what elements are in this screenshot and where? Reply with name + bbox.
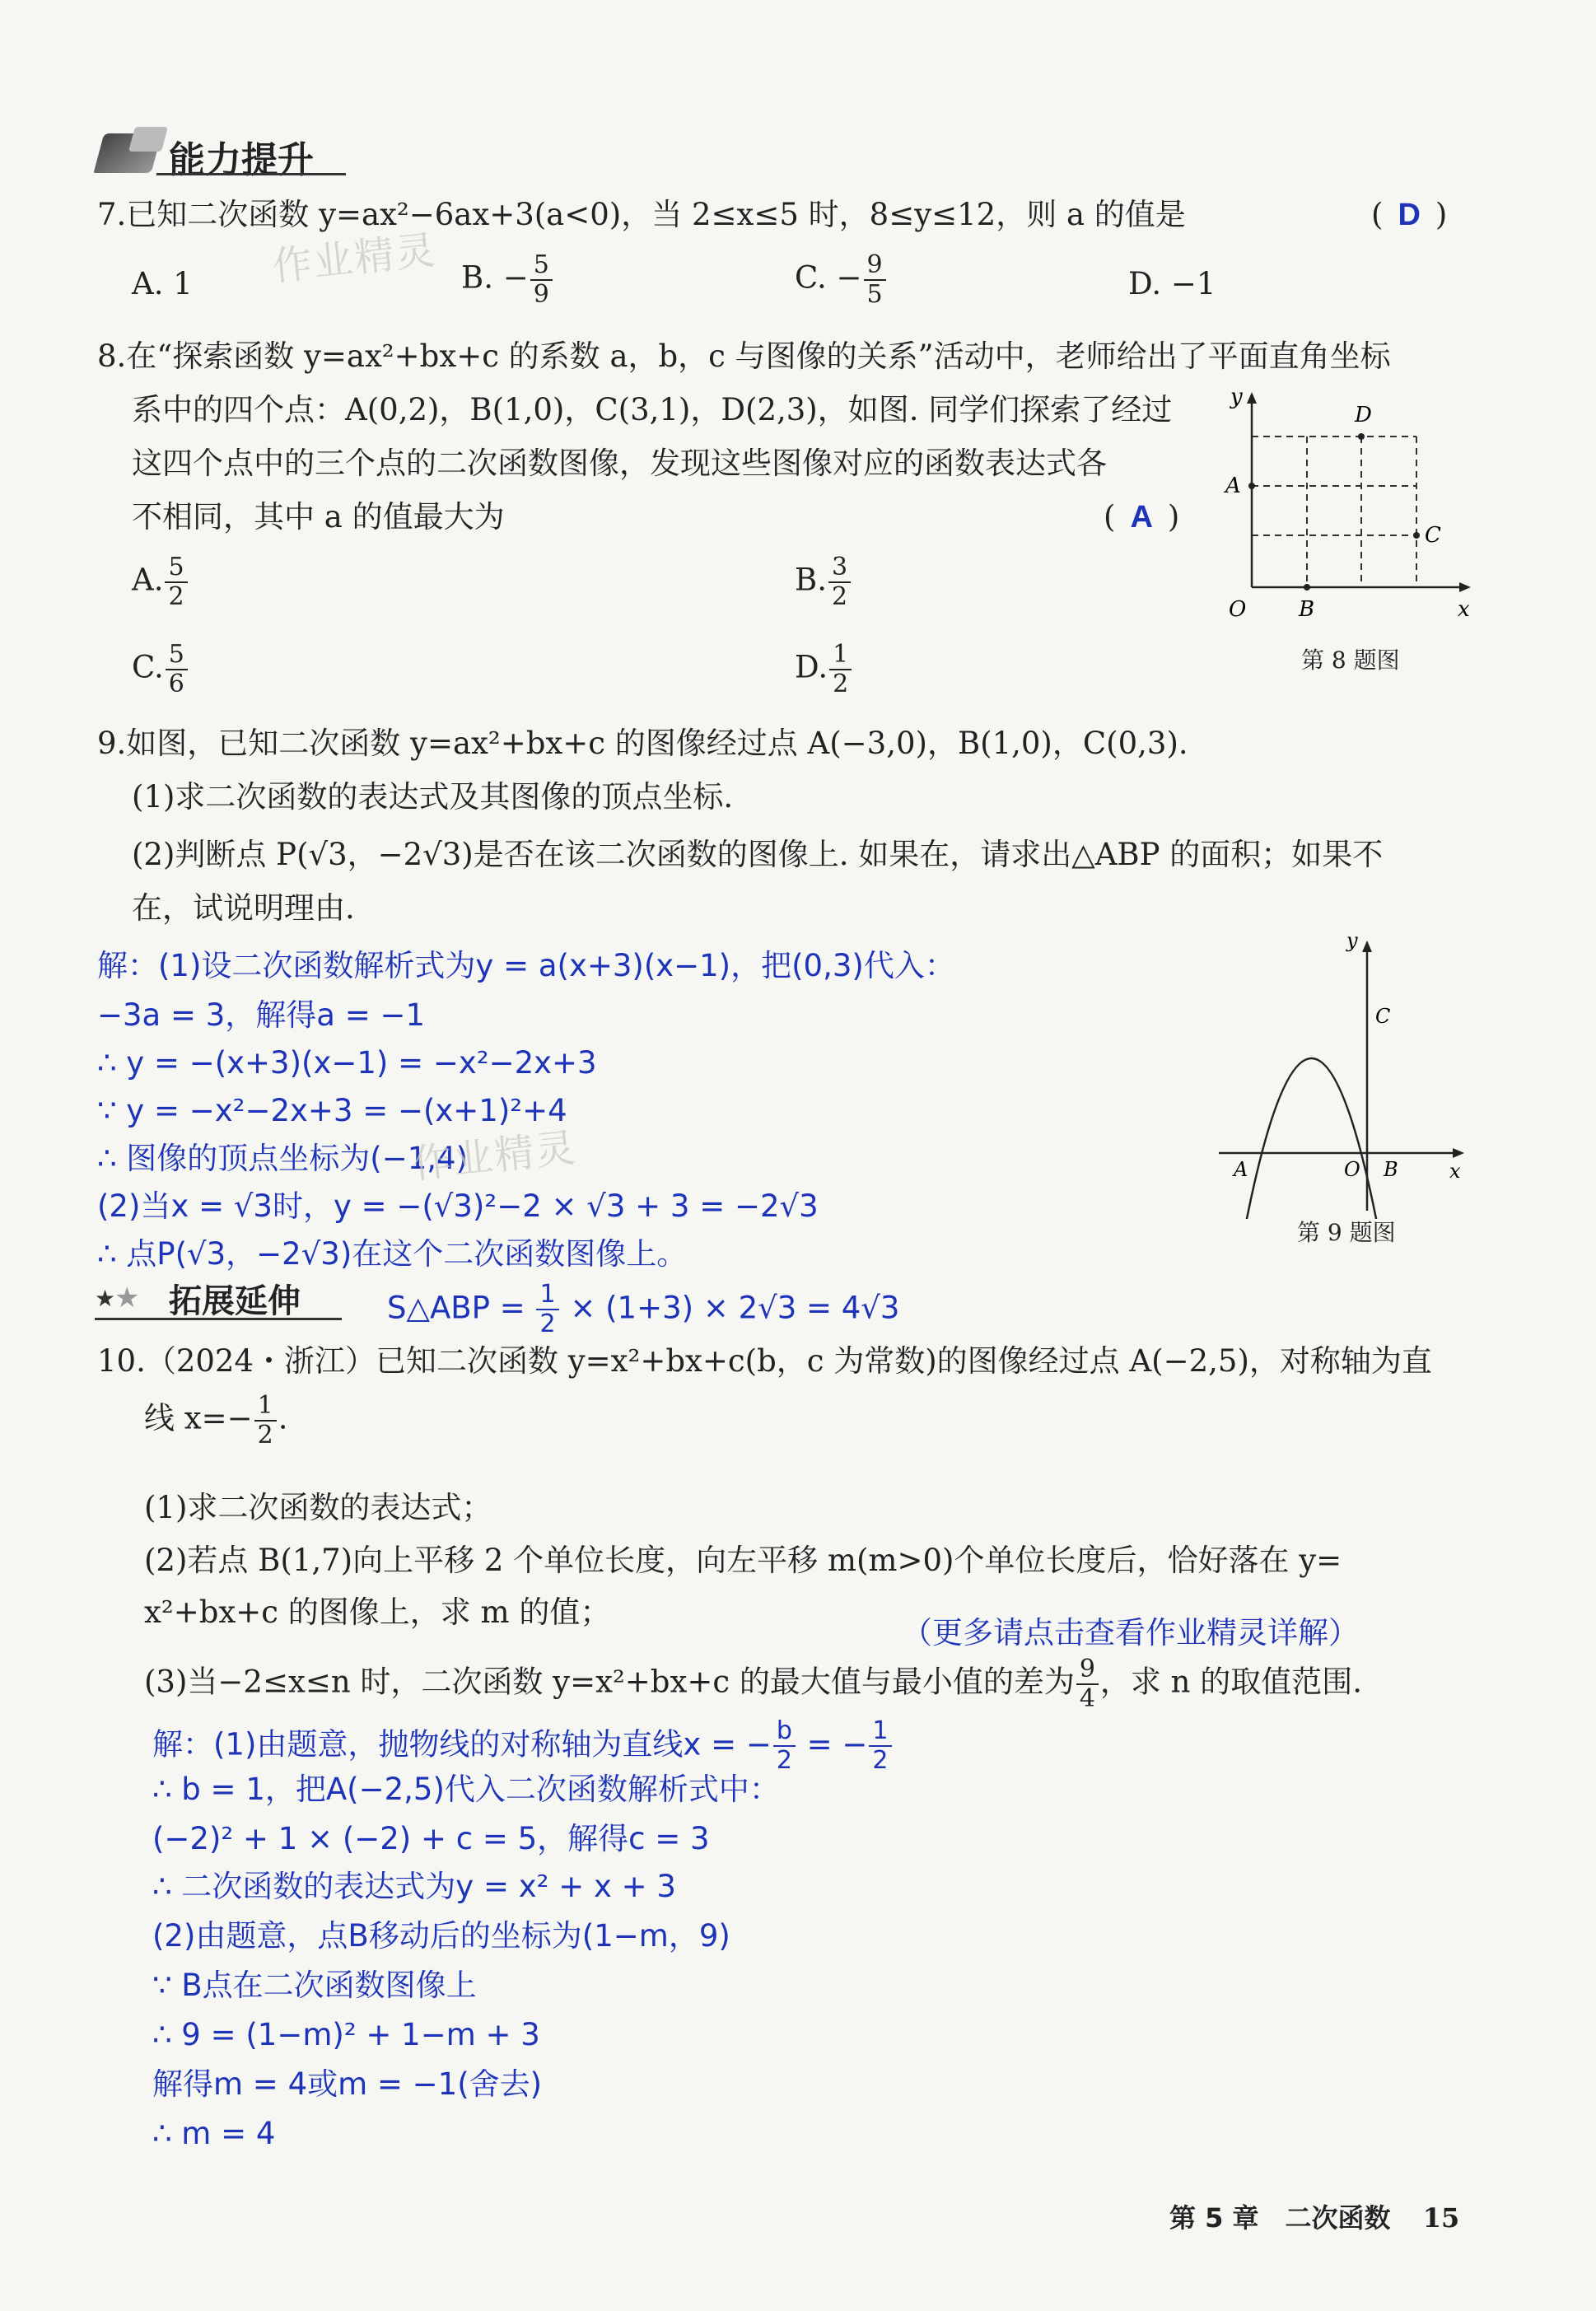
q9-solution-line: 解：(1)设二次函数解析式为y = a(x+3)(x−1)，把(0,3)代入： — [97, 948, 955, 983]
label-y: y — [1230, 387, 1243, 409]
section-title: 拓展延伸 — [169, 1282, 301, 1320]
header-underline — [156, 173, 346, 175]
fraction — [829, 641, 852, 698]
y-axis-arrow-icon — [1247, 392, 1257, 404]
q7-stem: 7.已知二次函数 y=ax²−6ax+3(a<0)，当 2≤x≤5 时，8≤y≤12，则 a 的值是 — [97, 197, 1186, 232]
q7-answer: D — [1398, 198, 1421, 232]
page-number: 15 — [1422, 2202, 1460, 2234]
watermark: 作业精灵 — [410, 1124, 579, 1188]
q8-line2: 系中的四个点：A(0,2)，B(1,0)，C(3,1)，D(2,3)，如图. 同学们探索了经过 — [132, 392, 1173, 427]
numerator: 9 — [864, 251, 886, 281]
label-b: B — [1299, 597, 1315, 622]
denominator: 2 — [833, 670, 849, 698]
q9-part2: (2)判断点 P(√3，−2√3)是否在该二次函数的图像上. 如果在，请求出△ABP 的面积；如果不 — [132, 837, 1384, 872]
denominator: 5 — [866, 280, 883, 309]
q8-option-c — [132, 641, 189, 698]
option-label: D. — [795, 649, 828, 685]
q10-solution-line: ∵ B点在二次函数图像上 — [152, 1968, 477, 2003]
label-x: x — [1458, 597, 1470, 622]
q9-solution-line: ∴ y = −(x+3)(x−1) = −x²−2x+3 — [97, 1045, 597, 1081]
q8-caption: 第 8 题图 — [1301, 647, 1400, 674]
q9-solution-line: ∴ 点P(√3，−2√3)在这个二次函数图像上。 — [97, 1236, 688, 1272]
point-d — [1358, 433, 1365, 440]
q9-solution-line: ∵ y = −x²−2x+3 = −(x+1)²+4 — [97, 1093, 567, 1128]
fraction — [165, 553, 187, 611]
label-c: C — [1375, 1005, 1391, 1028]
fraction — [773, 1717, 796, 1775]
q10-solution-line: 解得m = 4或m = −1(舍去) — [152, 2066, 543, 2102]
label-o: O — [1229, 597, 1247, 622]
denominator: 4 — [1079, 1684, 1095, 1713]
numerator: 5 — [165, 553, 187, 583]
label-a: A — [1234, 1158, 1248, 1181]
numerator: b — [773, 1717, 796, 1747]
option-label: B. − — [461, 259, 529, 296]
q10-solution-line: ∴ b = 1，把A(−2,5)代入二次函数解析式中： — [152, 1772, 780, 1807]
point-b — [1304, 584, 1310, 591]
q9-caption: 第 9 题图 — [1297, 1219, 1396, 1246]
option-label: C. — [132, 649, 164, 685]
chapter-label: 第 5 章 二次函数 — [1169, 2202, 1391, 2234]
text: (3)当−2≤x≤n 时，二次函数 y=x²+bx+c 的最大值与最小值的差为 — [144, 1664, 1075, 1700]
header-decor-icon-2 — [128, 127, 168, 152]
q10-part2b: x²+bx+c 的图像上，求 m 的值； — [144, 1594, 611, 1630]
fraction — [254, 1392, 277, 1450]
q10-part3 — [144, 1655, 1362, 1713]
q8-answer: A — [1130, 500, 1153, 535]
text: ，求 n 的取值范围. — [1099, 1664, 1363, 1700]
watermark: 作业精灵 — [270, 226, 439, 291]
q8-figure — [1219, 387, 1482, 642]
q9-stem: 9.如图，已知二次函数 y=ax²+bx+c 的图像经过点 A(−3,0)，B(1,0)，C(0,3). — [97, 726, 1188, 761]
q8-option-a — [132, 553, 189, 611]
area-suffix: × (1+3) × 2√3 = 4√3 — [560, 1290, 900, 1326]
numerator: 1 — [829, 641, 852, 670]
q8-option-d — [795, 641, 853, 698]
x-axis-arrow-icon — [1453, 1148, 1464, 1158]
fraction — [530, 251, 553, 309]
q10-solution-line: ∴ 9 = (1−m)² + 1−m + 3 — [152, 2017, 540, 2052]
numerator: 1 — [254, 1392, 277, 1422]
fraction — [536, 1281, 558, 1338]
numerator: 3 — [828, 553, 851, 583]
text: 解：(1)由题意，抛物线的对称轴为直线x = − — [152, 1726, 772, 1762]
q9-solution-line: −3a = 3，解得a = −1 — [97, 997, 426, 1033]
section-header-extension — [95, 1268, 358, 1323]
paren-close: ) — [1435, 197, 1448, 232]
denominator: 6 — [168, 670, 184, 698]
denominator: 2 — [168, 582, 184, 611]
fraction — [828, 553, 851, 611]
grid — [1252, 437, 1416, 587]
q9-part2b: 在，试说明理由. — [132, 890, 355, 926]
q9-solution-line: ∴ 图像的顶点坐标为(−1,4) — [97, 1141, 469, 1176]
x-axis-arrow-icon — [1459, 582, 1471, 592]
point-a — [1248, 483, 1255, 489]
numerator: 5 — [530, 251, 553, 281]
numerator: 1 — [869, 1717, 891, 1747]
q10-solution-line: (−2)² + 1 × (−2) + c = 5，解得c = 3 — [152, 1821, 710, 1856]
q10-solution-line: (2)由题意，点B移动后的坐标为(1−m，9) — [152, 1918, 730, 1954]
q10-part1: (1)求二次函数的表达式； — [144, 1490, 492, 1525]
q10-solution-line — [152, 1717, 894, 1775]
text: 线 x=− — [144, 1400, 253, 1436]
denominator: 2 — [831, 582, 848, 611]
q7-option-c — [795, 251, 888, 309]
label-y: y — [1346, 931, 1358, 952]
section-title: 能力提升 — [169, 139, 314, 181]
q9-figure — [1211, 931, 1491, 1219]
star-icon: ★ — [95, 1285, 116, 1312]
more-details-link[interactable]: （更多请点击查看作业精灵详解） — [902, 1615, 1359, 1650]
q9-part1: (1)求二次函数的表达式及其图像的顶点坐标. — [132, 779, 734, 815]
label-a: A — [1225, 474, 1241, 498]
option-label: C. − — [795, 259, 862, 296]
q9-solution-line: (2)当x = √3时，y = −(√3)²−2 × √3 + 3 = −2√3 — [97, 1188, 819, 1224]
section-header-ability — [99, 124, 346, 181]
q7-option-b — [461, 251, 554, 309]
option-label: B. — [795, 562, 827, 598]
paren-open: ( — [1371, 197, 1384, 232]
q10-line1: 10.（2024・浙江）已知二次函数 y=x²+bx+c(b，c 为常数)的图像经过点 A(−2,5)，对称轴为直 — [97, 1343, 1432, 1379]
q8-answer-paren: ( A ) — [1104, 499, 1180, 535]
denominator: 2 — [776, 1746, 792, 1775]
q8-line1: 8.在“探索函数 y=ax²+bx+c 的系数 a，b，c 与图像的关系”活动中，老师给出了平面直角坐标 — [97, 338, 1391, 374]
numerator: 1 — [536, 1281, 558, 1310]
q7-option-d: D. −1 — [1128, 266, 1216, 301]
fraction — [864, 251, 886, 309]
q8-option-b — [795, 553, 852, 611]
footer — [1169, 2197, 1459, 2235]
denominator: 2 — [872, 1746, 889, 1775]
label-b: B — [1384, 1158, 1398, 1181]
area-prefix: S△ABP = — [387, 1290, 535, 1326]
label-d: D — [1355, 403, 1372, 427]
q8-line3: 这四个点中的三个点的二次函数图像，发现这些图像对应的函数表达式各 — [132, 446, 1107, 481]
header-underline — [95, 1318, 342, 1320]
q10-solution-line: ∴ 二次函数的表达式为y = x² + x + 3 — [152, 1869, 676, 1904]
q10-part2a: (2)若点 B(1,7)向上平移 2 个单位长度，向左平移 m(m>0)个单位长度后，恰好落在 y= — [144, 1543, 1342, 1578]
label-o: O — [1344, 1158, 1360, 1181]
y-axis-arrow-icon — [1362, 941, 1372, 952]
text: = − — [796, 1726, 868, 1762]
q9-area-line — [387, 1281, 899, 1338]
q10-solution-line: ∴ m = 4 — [152, 2116, 276, 2151]
text: . — [278, 1400, 288, 1436]
denominator: 9 — [533, 280, 549, 309]
parabola — [1244, 1058, 1379, 1219]
option-label: A. — [132, 562, 164, 598]
fraction — [1076, 1655, 1099, 1713]
q10-line2 — [144, 1392, 288, 1450]
q7-option-a: A. 1 — [132, 266, 193, 301]
fraction — [869, 1717, 891, 1775]
q7-answer-paren — [1371, 196, 1447, 234]
denominator: 2 — [539, 1310, 556, 1338]
fraction — [166, 641, 188, 698]
numerator: 5 — [166, 641, 188, 670]
q8-line4: 不相同，其中 a 的值最大为 — [132, 499, 505, 535]
point-c — [1413, 532, 1420, 539]
label-c: C — [1425, 523, 1441, 548]
numerator: 9 — [1076, 1655, 1099, 1685]
label-x: x — [1449, 1160, 1461, 1183]
denominator: 2 — [257, 1421, 273, 1450]
star-icon: ★ — [114, 1282, 140, 1314]
